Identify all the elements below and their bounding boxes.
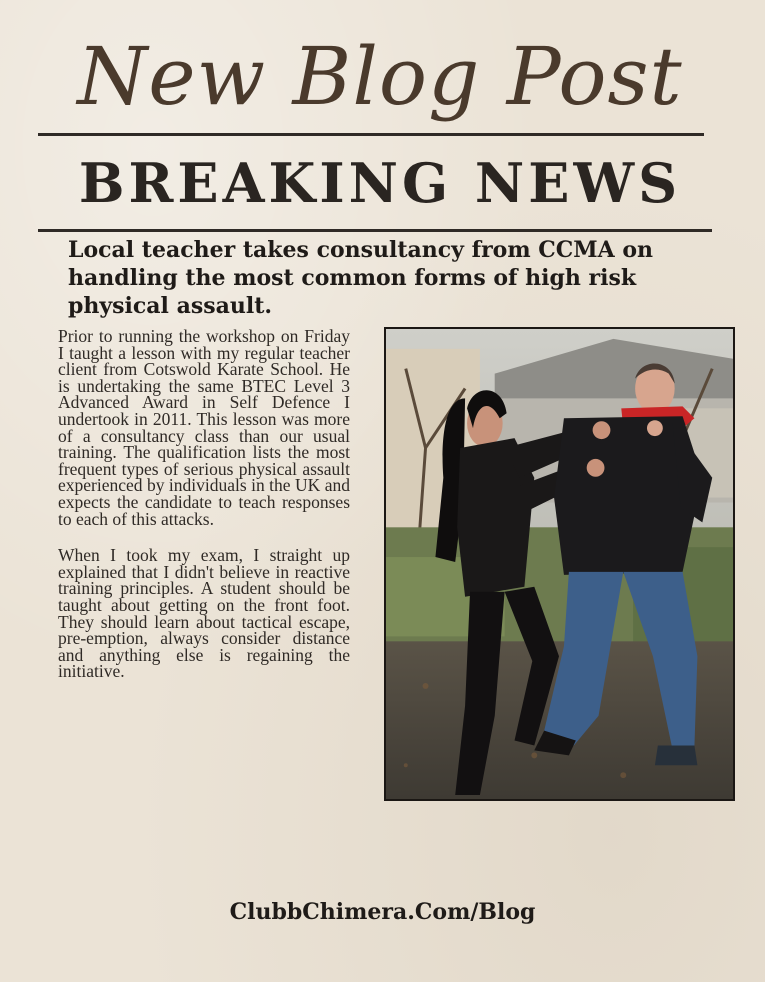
article-paragraph-1: Prior to running the workshop on Friday I taught a lesson with my regular teacher client from Cotswold Karate School. He is undertaking the same BTEC Level 3 Advanced Award in Self Defence I undertook in 2011. This lesson was more of a consultancy class than our usual training. The qualification lists the most frequent types of serious physical assault experienced by individuals in the UK and expects the candidate to teach responses to each of this attacks. <box>58 326 350 529</box>
self-defence-photo-illustration <box>386 329 733 799</box>
top-divider <box>38 133 704 136</box>
article-photo <box>384 327 735 801</box>
article-body <box>58 328 350 700</box>
script-title: New Blog Post <box>77 30 683 123</box>
article-paragraph-2: When I took my exam, I straight up explained that I didn't believe in reactive training principles. A student should be taught about getting on the front foot. They should learn about tactical escape, pre-emption, always consider distance and anything else is regaining the initiative. <box>58 545 350 682</box>
bottom-divider <box>38 229 712 232</box>
blog-url-link[interactable]: ClubbChimera.Com/Blog <box>229 899 536 925</box>
article-headline: Local teacher takes consultancy from CCMA on handling the most common forms of high risk physical assault. <box>68 237 654 319</box>
breaking-news-banner: BREAKING NEWS <box>78 151 682 215</box>
